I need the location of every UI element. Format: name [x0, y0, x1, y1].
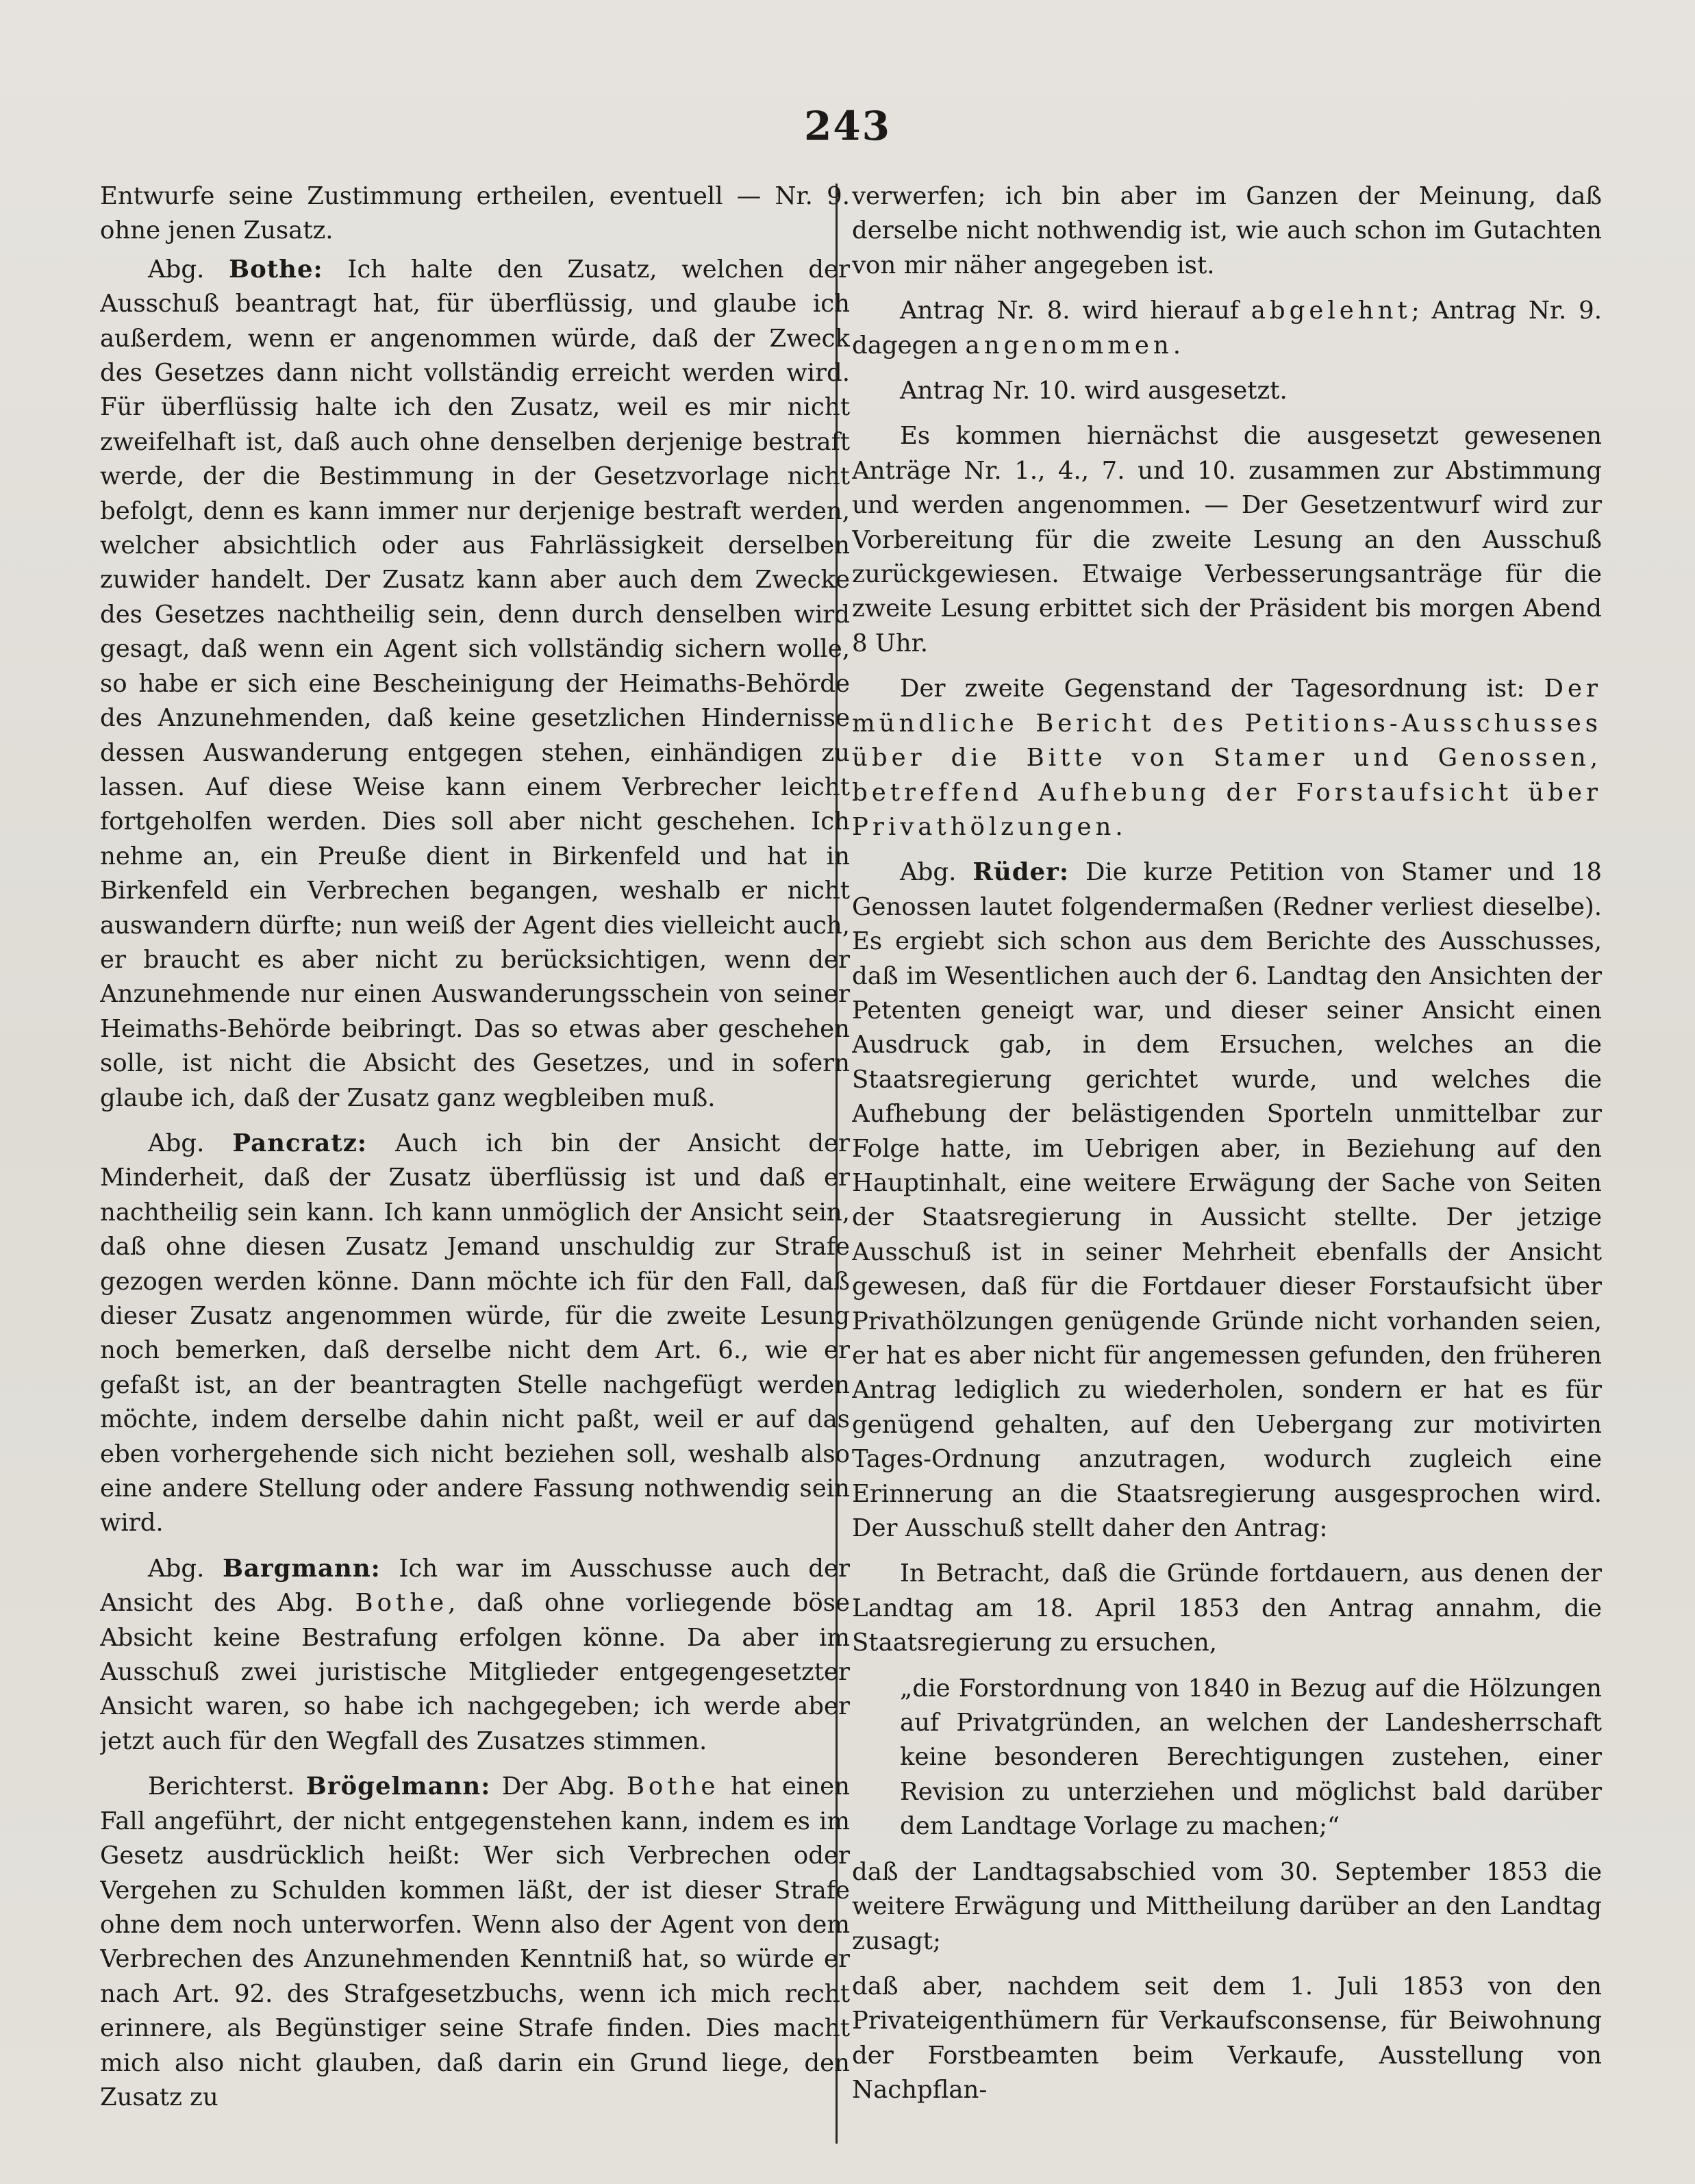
speaker-name: Pancratz:	[232, 1129, 367, 1157]
spaced-word: angenommen	[965, 331, 1173, 360]
speech-text: Ich war im Ausschusse auch der Ansicht des Abg.	[100, 1554, 850, 1618]
left-column	[100, 179, 850, 2138]
speaker-name: Bothe:	[229, 255, 323, 284]
speaker-title: Abg.	[900, 858, 957, 887]
speaker-title: Abg.	[148, 1554, 205, 1583]
quotation: „die Forstordnung von 1840 in Bezug auf die Hölzungen auf Privatgründen, an welchen der Landesherrschaft keine besonderen Berechtigungen zustehen, einer Revision zu unterziehen und möglichst bald darüber dem Landtage Vorlage zu machen;“	[900, 1674, 1602, 1841]
speaker-title: Abg.	[148, 1129, 205, 1157]
text-run: Der zweite Gegenstand der Tagesordnung ist:	[900, 675, 1525, 703]
paragraph: Antrag Nr. 10. wird ausgesetzt.	[900, 377, 1288, 405]
spaced-word: abgelehnt	[1251, 297, 1411, 325]
speech-pancratz	[100, 1127, 850, 1541]
speaker-title: Berichterst.	[148, 1772, 295, 1801]
paragraph: Entwurfe seine Zustimmung ertheilen, eventuell — Nr. 9. ohne jenen Zusatz.	[100, 182, 850, 245]
text-run: Antrag Nr. 8. wird hierauf	[900, 297, 1239, 325]
paragraph: Es kommen hiernächst die ausgesetzt gewesenen Anträge Nr. 1., 4., 7. und 10. zusammen zur Abstimmung und werden angenommen. — Der Gesetzentwurf wird zur Vorbereitung für die zweite Lesung an den Ausschuß zurückgewiesen. Etwaige Verbesserungsanträge für die zweite Lesung erbittet sich der Präsident bis morgen Abend 8 Uhr.	[852, 422, 1602, 657]
spaced-name: Bothe	[626, 1772, 720, 1801]
spaced-name: Bothe	[355, 1589, 449, 1618]
speech-text: , daß ohne vorliegende böse Absicht keine Bestrafung erfolgen könne. Da aber im Ausschuß zwei juristische Mitglieder entgegengesetzter Ansicht waren, so habe ich nachgegeben; ich werde aber jetzt auch für den Wegfall des Zusatzes stimmen.	[100, 1589, 850, 1755]
text-run: .	[1172, 331, 1181, 360]
text-run: .	[1115, 812, 1123, 841]
speech-broegelmann	[100, 1770, 850, 2115]
speaker-name: Bargmann:	[222, 1554, 381, 1583]
text-run: ; Antrag Nr. 9. dagegen	[852, 297, 1602, 360]
paragraph: daß aber, nachdem seit dem 1. Juli 1853 von den Privateigenthümern für Verkaufsconsense, für Beiwohnung der Forstbeamten beim Verkaufe, Ausstellung von Nachpflan-	[852, 1972, 1602, 2105]
speaker-name: Rüder:	[972, 858, 1069, 887]
speech-bothe	[100, 253, 850, 1116]
speech-text: Auch ich bin der Ansicht der Minderheit, daß der Zusatz überflüssig ist und daß er nachtheilig sein kann. Ich kann unmöglich der Ansicht sein, daß ohne diesen Zusatz Jemand unschuldig zur Strafe gezogen werden könne. Dann möchte ich für den Fall, daß dieser Zusatz angenommen würde, für die zweite Lesung noch bemerken, daß derselbe nicht dem Art. 6., wie er gefaßt ist, an der beantragten Stelle nachgefügt werden möchte, indem derselbe dahin nicht paßt, weil er auf das eben vorhergehende sich nicht beziehen soll, weshalb also eine andere Stellung oder andere Fassung nothwendig sein wird.	[100, 1129, 850, 1537]
speech-text: hat einen Fall angeführt, der nicht entgegenstehen kann, indem es im Gesetz ausdrücklich heißt: Wer sich Verbrechen oder Vergehen zu Schulden kommen läßt, der ist dieser Strafe ohne dem noch unterworfen. Wenn also der Agent von dem Verbrechen des Anzunehmenden Kenntniß hat, so würde er nach Art. 92. des Strafgesetzbuchs, wenn ich mich recht erinnere, als Begünstiger seine Strafe finden. Dies macht mich also nicht glauben, daß darin ein Grund liege, den Zusatz zu	[100, 1772, 850, 2111]
right-column	[852, 179, 1602, 2138]
spaced-title: Der mündliche Bericht des Petitions-Ausschusses über die Bitte von Stamer und Genossen, betreffend Aufhebung der Forstaufsicht über Privathölzungen	[852, 675, 1602, 841]
paragraph: verwerfen; ich bin aber im Ganzen der Meinung, daß derselbe nicht nothwendig ist, wie auch schon im Gutachten von mir näher angegeben ist.	[852, 182, 1602, 279]
speaker-name: Brögelmann:	[305, 1772, 491, 1801]
paragraph: In Betracht, daß die Gründe fortdauern, aus denen der Landtag am 18. April 1853 den Antrag annahm, die Staatsregierung zu ersuchen,	[852, 1559, 1602, 1657]
speech-rueder	[852, 855, 1602, 1546]
speech-bargmann	[100, 1552, 850, 1759]
paragraph: daß der Landtagsabschied vom 30. September 1853 die weitere Erwägung und Mittheilung darüber an den Landtag zusagt;	[852, 1857, 1602, 1955]
page-number: 243	[803, 103, 892, 149]
speech-text: Der Abg.	[501, 1772, 616, 1801]
paragraph-vote	[852, 294, 1602, 363]
speaker-title: Abg.	[148, 255, 205, 284]
speech-text: Die kurze Petition von Stamer und 18 Genossen lautet folgendermaßen (Redner verliest dieselbe). Es ergiebt sich schon aus dem Berichte des Ausschusses, daß im Wesentlichen auch der 6. Landtag den Ansichten der Petenten geneigt war, und dieser seiner Ansicht einen Ausdruck gab, in dem Ersuchen, welches an die Staatsregierung gerichtet wurde, und welches die Aufhebung der belästigenden Sporteln unmittelbar zur Folge hatte, im Uebrigen aber, in Beziehung auf den Hauptinhalt, eine weitere Erwägung der Sache von Seiten der Staatsregierung in Aussicht stellte. Der jetzige Ausschuß ist in seiner Mehrheit ebenfalls der Ansicht gewesen, daß für die Fortdauer dieser Forstaufsicht über Privathölzungen genügende Gründe nicht vorhanden seien, er hat es aber nicht für angemessen gefunden, den früheren Antrag lediglich zu wiederholen, sondern er hat es für genügend gehalten, auf den Uebergang zur motivirten Tages-Ordnung anzutragen, wodurch zugleich eine Erinnerung an die Staatsregierung ausgesprochen wird. Der Ausschuß stellt daher den Antrag:	[852, 858, 1602, 1543]
paragraph-agenda	[852, 672, 1602, 844]
speech-text: Ich halte den Zusatz, welchen der Ausschuß beantragt hat, für überflüssig, und glaube ich außerdem, wenn er angenommen würde, daß der Zweck des Gesetzes dann nicht vollständig erreicht werden wird. Für überflüssig halte ich den Zusatz, weil es mir nicht zweifelhaft ist, daß auch ohne denselben derjenige bestraft werde, der die Bestimmung in der Gesetzvorlage nicht befolgt, denn es kann immer nur derjenige bestraft werden, welcher absichtlich oder aus Fahrlässigkeit derselben zuwider handelt. Der Zusatz kann aber auch dem Zwecke des Gesetzes nachtheilig sein, denn durch denselben wird gesagt, daß wenn ein Agent sich vollständig sichern wolle, so habe er sich eine Bescheinigung der Heimaths-Behörde des Anzunehmenden, daß keine gesetzlichen Hindernisse dessen Auswanderung entgegen stehen, einhändigen zu lassen. Auf diese Weise kann einem Verbrecher leicht fortgeholfen werden. Dies soll aber nicht geschehen. Ich nehme an, ein Preuße dient in Birkenfeld und hat in Birkenfeld ein Verbrechen begangen, weshalb er nicht auswandern dürfte; nun weiß der Agent dies vielleicht auch, er braucht es aber nicht zu berücksichtigen, wenn der Anzunehmende nur einen Auswanderungsschein von seiner Heimaths-Behörde beibringt. Das so etwas aber geschehen solle, ist nicht die Absicht des Gesetzes, und in sofern glaube ich, daß der Zusatz ganz wegbleiben muß.	[100, 255, 850, 1112]
